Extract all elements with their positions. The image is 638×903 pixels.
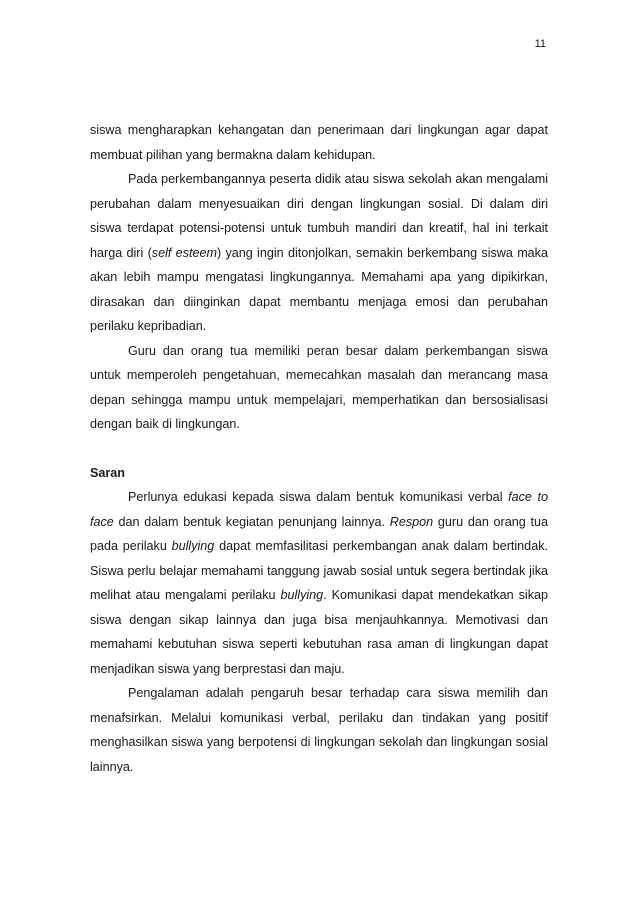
page-number: 11 [534,38,546,50]
paragraph-teacher-parent-role [90,339,548,437]
section-gap [90,437,548,461]
italic-term: face to face [90,490,548,529]
italic-term: self esteem [151,245,217,260]
text-run: guru dan orang tua pada perilaku [90,514,548,553]
text-run: dapat memfasilitasi perkembangan anak dalam bertindak. Siswa perlu belajar memahami tanggung jawab sosial untuk segera bertindak jika melihat atau mengalami perilaku [90,539,548,602]
paragraph-continuation [90,118,548,167]
text-run: siswa mengharapkan kehangatan dan penerimaan dari lingkungan agar dapat membuat pilihan yang bermakna dalam kehidupan. [90,123,548,162]
paragraph-development [90,167,548,339]
italic-term: Respon [389,514,434,529]
text-run: . Komunikasi dapat mendekatkan sikap siswa dengan sikap lainnya dan juga bisa menjauhkannya. Memotivasi dan memahami kebutuhan siswa seperti kebutuhan rasa aman di lingkungan dapat menjadikan siswa yang berprestasi dan maju. [90,588,548,676]
italic-term: bullying [171,539,215,553]
text-run: Pada perkembangannya peserta didik atau siswa sekolah akan mengalami perubahan dalam menyesuaikan diri dengan lingkungan sosial. Di dalam diri siswa terdapat potensi-potensi untuk tumbuh mandiri dan kreatif, hal ini terkait harga diri ( [90,172,548,260]
text-run: Guru dan orang tua memiliki peran besar dalam perkembangan siswa untuk memperoleh pengetahuan, memecahkan masalah dan merancang masa depan sehingga mampu untuk mempelajari, memperhatikan dan bersosialisasi dengan baik di lingkungan. [90,343,548,431]
paragraph-saran-education [90,485,548,681]
document-body [90,118,548,779]
text-run: Perlunya edukasi kepada siswa dalam bentuk komunikasi verbal [128,490,509,504]
text-run: Pengalaman adalah pengaruh besar terhadap cara siswa memilih dan menafsirkan. Melalui komunikasi verbal, perilaku dan tindakan yang positif menghasilkan siswa yang berpotensi di lingkungan sekolah dan lingkungan sosial lainnya. [90,686,548,774]
italic-term: bullying [280,588,324,602]
text-run: ) yang ingin ditonjolkan, semakin berkembang siswa maka akan lebih mampu mengatasi lingkungannya. Memahami apa yang dipikirkan, dirasakan dan diinginkan dapat membantu menjaga emosi dan perubahan perilaku kepribadian. [90,245,548,333]
section-heading-saran: Saran [90,465,126,480]
text-run: dan dalam bentuk kegiatan penunjang lainnya. [113,514,390,529]
paragraph-saran-experience [90,681,548,779]
